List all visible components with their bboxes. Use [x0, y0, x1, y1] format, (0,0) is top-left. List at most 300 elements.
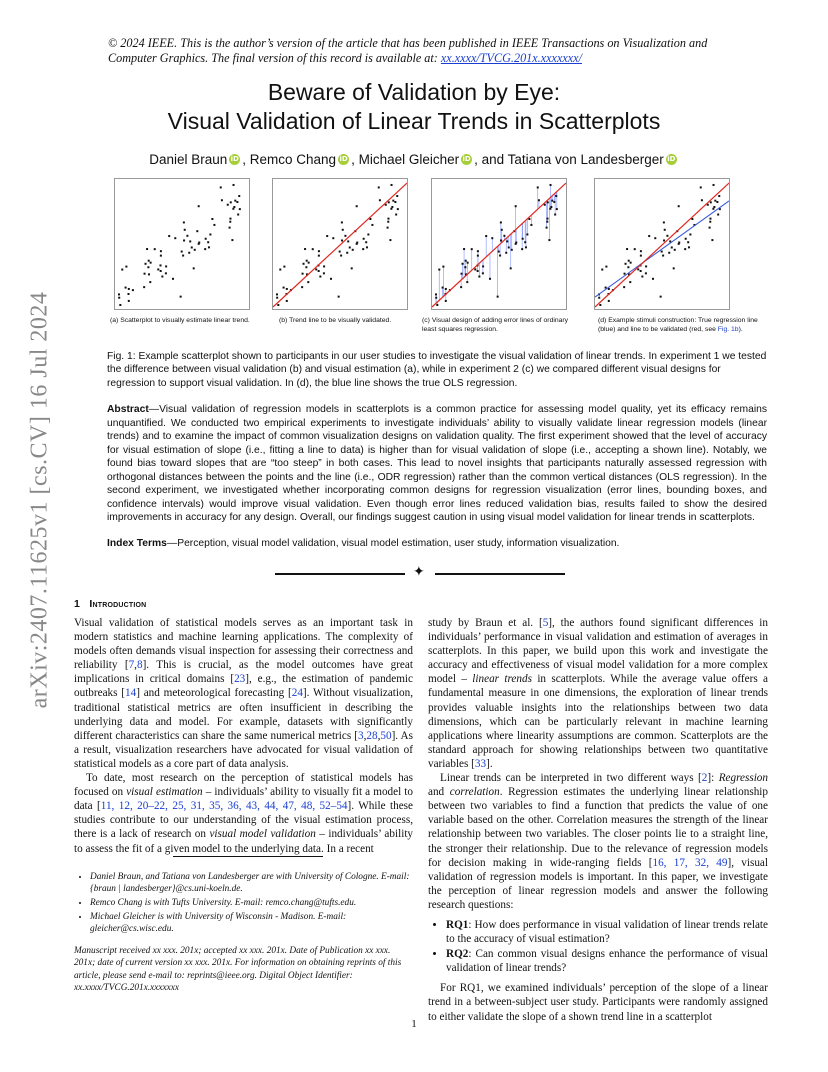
scatter-point — [388, 201, 390, 203]
scatter-point — [499, 255, 501, 257]
orcid-icon[interactable]: iD — [339, 154, 348, 163]
scatter-point — [700, 186, 702, 188]
caption-1d-end: ). — [738, 325, 743, 333]
text: . Regression estimates the underlying linear relationship between two variables to find a function that predicts the value of one variable based on the other. Correlation measures the strength of the linear relationship between two variables. The closer points lie to a straight line, the stronger their relationship. Due to the relevance of regression models for decision making in wide-ranging fields [ — [428, 786, 768, 869]
footnote-item: • Michael Gleicher is with University of Wisconsin - Madison. E-mail: gleicher@cs.wisc.edu. — [90, 911, 412, 935]
paragraph — [428, 771, 768, 912]
emphasis: visual estimation — [126, 786, 203, 799]
scatter-point — [233, 206, 235, 208]
figure-caption: Fig. 1: Example scatterplot shown to participants in our user studies to investigate the visual validation of linear trends. In experiment 1 we tested the difference between visual validation (b) and visual estimation (a), while in experiment 2 (c) we compared different visual designs for regression to support visual validation. In (d), the blue line shows the true OLS regression. — [107, 351, 767, 389]
scatter-point — [648, 235, 650, 237]
orcid-icon[interactable]: iD — [667, 154, 676, 163]
scatter-point — [189, 240, 191, 242]
scatter-point — [524, 241, 526, 243]
scatter-point — [180, 296, 182, 298]
scatter-point — [144, 273, 146, 275]
paper-title — [0, 78, 828, 136]
scatter-point — [663, 221, 665, 223]
text: in scatterplots. While the average value offers a fundamental measure in one dimensions, the exploration of linear trends provides valuable insights into the relationships between two data dimensions, which can be particularly relevant in machine learning applications where linearity assumptions are common. Scatterplots are the standard approach for showing relationships between two quantitative variables [ — [428, 673, 769, 770]
scatter-point — [338, 296, 340, 298]
scatter-point — [489, 278, 491, 280]
scatter-point — [128, 288, 130, 290]
scatter-point — [118, 293, 120, 295]
scatter-point — [442, 287, 444, 289]
scatter-point — [549, 208, 551, 210]
scatter-point — [220, 186, 222, 188]
scatter-point — [363, 238, 365, 240]
section-title: Introduction — [89, 598, 147, 610]
citation-link[interactable]: 28 — [366, 729, 378, 742]
citation-link[interactable]: 11, 12, 20–22, 25, 31, 35, 36, 43, 44, 47, 48, 52–54 — [100, 800, 348, 813]
footnote-item: • Daniel Braun, and Tatiana von Landesberger are with University of Cologne. E-mail: {braun | landesberger}@cs.uni-koeln.de. — [90, 871, 412, 895]
figure-1c-scatterplot — [431, 178, 567, 310]
scatter-point — [379, 199, 381, 201]
scatter-point — [207, 241, 209, 243]
scatter-point — [546, 221, 548, 223]
scatter-point — [128, 300, 130, 302]
scatter-point — [482, 265, 484, 267]
left-column — [74, 616, 413, 856]
scatter-point — [174, 237, 176, 239]
scatter-point — [464, 266, 466, 268]
scatter-point — [209, 233, 211, 235]
scatter-point — [709, 227, 711, 229]
scatter-point — [147, 266, 149, 268]
text: , — [363, 729, 367, 742]
scatter-point — [330, 278, 332, 280]
scatterplot-a — [115, 179, 249, 309]
text: ] and meteorological forecasting [ — [136, 687, 292, 700]
scatter-point — [661, 251, 663, 253]
scatter-point — [229, 227, 231, 229]
fig-1b-link[interactable]: Fig. 1b — [717, 325, 739, 333]
scatter-point — [239, 208, 241, 210]
scatter-point — [713, 206, 715, 208]
scatter-point — [302, 273, 304, 275]
author-1: Daniel Braun — [149, 152, 228, 167]
abstract-label: Abstract — [107, 404, 149, 415]
scatter-point — [641, 276, 643, 278]
scatter-point — [279, 269, 281, 271]
scatter-point — [477, 255, 479, 257]
scatter-point — [598, 297, 600, 299]
text: , — [134, 659, 137, 672]
scatter-point — [160, 255, 162, 257]
citation-link[interactable]: 7 — [128, 659, 135, 672]
author-3: Michael Gleicher — [358, 152, 460, 167]
scatter-point — [709, 218, 711, 220]
scatter-point — [626, 248, 628, 250]
scatter-point — [478, 276, 480, 278]
rq-label: RQ1 — [446, 918, 469, 931]
scatter-point — [371, 224, 373, 226]
scatter-point — [522, 238, 524, 240]
scatter-point — [640, 270, 642, 272]
scatter-point — [344, 235, 346, 237]
scatter-point — [150, 262, 152, 264]
scatter-point — [165, 272, 167, 274]
scatter-point — [601, 269, 603, 271]
paragraph — [428, 616, 768, 771]
orcid-icon[interactable]: iD — [462, 154, 471, 163]
scatter-point — [341, 221, 343, 223]
scatter-point — [511, 249, 513, 251]
scatter-point — [477, 250, 479, 252]
abstract — [107, 403, 767, 525]
scatter-point — [445, 300, 447, 302]
paragraph — [74, 771, 413, 856]
caption-1d-text: (d) Example stimuli construction: True regression line (blue) and line to be validated (red, see — [598, 317, 758, 333]
index-terms — [107, 537, 767, 551]
scatter-point — [463, 248, 465, 250]
citation-link[interactable]: 8 — [136, 659, 143, 672]
scatter-point — [237, 214, 239, 216]
text: ]. While these studies contribute to our understanding of the visual estimation process, there is a lack of research on — [74, 800, 413, 841]
scatter-point — [678, 205, 680, 207]
caption-1d — [598, 317, 766, 334]
scatter-point — [356, 243, 358, 245]
scatter-point — [160, 270, 162, 272]
title-line-1: Beware of Validation by Eye: — [267, 79, 561, 105]
true-regression-line — [595, 201, 729, 297]
scatter-point — [674, 249, 676, 251]
scatter-point — [146, 248, 148, 250]
scatter-point — [624, 273, 626, 275]
scatter-point — [395, 214, 397, 216]
scatter-point — [319, 276, 321, 278]
scatter-point — [352, 249, 354, 251]
scatter-point — [491, 237, 493, 239]
emphasis: linear trends — [472, 673, 532, 686]
scatter-point — [349, 246, 351, 248]
scatter-point — [181, 251, 183, 253]
scatter-point — [663, 239, 665, 241]
citation-link[interactable]: 50 — [380, 729, 392, 742]
text: , — [377, 729, 381, 742]
footnotes — [76, 871, 412, 937]
scatterplot-d — [595, 179, 729, 309]
scatter-point — [205, 238, 207, 240]
scatter-point — [127, 293, 129, 295]
scatter-point — [668, 252, 670, 254]
figure-1b-scatterplot — [272, 178, 408, 310]
scatter-point — [461, 273, 463, 275]
scatter-point — [716, 201, 718, 203]
scatter-point — [506, 240, 508, 242]
section-number: 1 — [74, 598, 81, 610]
scatter-point — [628, 260, 630, 262]
emphasis: visual model validation — [209, 828, 316, 841]
scatter-point — [318, 250, 320, 252]
footnote-item: • Remco Chang is with Tufts University. E-mail: remco.chang@tufts.edu. — [90, 897, 412, 909]
scatter-point — [553, 201, 555, 203]
scatter-point — [678, 243, 680, 245]
scatter-point — [438, 269, 440, 271]
text: – individuals’ ability to assess the fit of a given model to the underlying data. In a recent — [74, 828, 414, 855]
scatter-point — [687, 241, 689, 243]
scatter-point — [118, 297, 120, 299]
scatter-point — [229, 221, 231, 223]
doi-link[interactable]: xx.xxxx/TVCG.201x.xxxxxxx/ — [440, 51, 582, 65]
scatter-point — [191, 246, 193, 248]
page-number: 1 — [411, 1018, 417, 1030]
text: Linear trends can be interpreted in two different ways [ — [440, 772, 702, 785]
scatter-point — [482, 272, 484, 274]
scatter-point — [634, 248, 636, 250]
scatter-point — [501, 229, 503, 231]
author-list: Daniel Braun iD , Remco Chang iD , Michael Gleicher iD , and Tatiana von Landesberger iD — [149, 152, 676, 167]
scatter-point — [305, 266, 307, 268]
scatter-point — [445, 288, 447, 290]
scatter-point — [346, 252, 348, 254]
citation-link[interactable]: 2 — [701, 772, 708, 785]
scatter-point — [193, 267, 195, 269]
emphasis: Regression — [718, 772, 768, 785]
text: ], the authors found significant differences in individuals’ performance in visual validation and estimation of averages in scatterplots. In this paper, we build upon this work and investigate the accuracy and effectiveness of visual model validation for a more complex model – — [428, 617, 768, 686]
scatter-point — [630, 262, 632, 264]
scatter-point — [198, 243, 200, 245]
scatter-point — [236, 201, 238, 203]
scatter-point — [286, 300, 288, 302]
copyright-notice — [108, 36, 748, 66]
scatter-point — [510, 267, 512, 269]
scatter-point — [318, 255, 320, 257]
scatter-point — [442, 266, 444, 268]
scatter-point — [508, 246, 510, 248]
scatter-point — [304, 248, 306, 250]
citation-link[interactable]: 33 — [474, 757, 487, 770]
section-heading — [74, 598, 146, 610]
right-column — [428, 616, 768, 1024]
scatter-point — [391, 184, 393, 186]
scatter-point — [194, 249, 196, 251]
scatter-point — [204, 248, 206, 250]
scatter-point — [227, 204, 229, 206]
scatter-point — [196, 230, 198, 232]
trend-line — [273, 183, 407, 307]
scatter-point — [283, 287, 285, 289]
scatter-point — [306, 260, 308, 262]
rq-text: : Can common visual designs enhance the performance of visual validation of linear trends? — [446, 948, 768, 975]
scatter-point — [315, 268, 317, 270]
scatter-point — [500, 239, 502, 241]
title-line-2: Visual Validation of Linear Trends in Scatterplots — [167, 108, 661, 134]
scatter-point — [629, 281, 631, 283]
text: Visual validation of statistical models serves as an important task in modern statistics and machine learning applications. The complexity of models often demands visual inspection for assessing their correctness and reliability [ — [74, 617, 413, 672]
scatter-point — [497, 296, 499, 298]
scatter-point — [537, 186, 539, 188]
rq-item — [446, 918, 768, 946]
scatter-point — [396, 195, 398, 197]
scatter-point — [711, 239, 713, 241]
footnote-rule — [173, 856, 323, 857]
author-2: Remco Chang — [249, 152, 337, 167]
scatter-point — [365, 241, 367, 243]
scatter-point — [688, 246, 690, 248]
scatter-point — [157, 268, 159, 270]
scatter-point — [467, 262, 469, 264]
scatter-point — [505, 252, 507, 254]
caption-1c: (c) Visual design of adding error lines of ordinary least squares regression. — [422, 317, 569, 333]
orcid-icon[interactable]: iD — [230, 154, 239, 163]
scatter-point — [521, 248, 523, 250]
scatter-point — [515, 243, 517, 245]
scatter-point — [554, 214, 556, 216]
scatter-point — [701, 199, 703, 201]
scatter-point — [148, 260, 150, 262]
scatter-point — [286, 288, 288, 290]
scatter-point — [391, 206, 393, 208]
scatter-point — [623, 286, 625, 288]
citation-link[interactable]: 3 — [358, 729, 364, 742]
scatter-point — [477, 270, 479, 272]
scatter-point — [435, 297, 437, 299]
scatter-point — [182, 255, 184, 257]
citation-link[interactable]: 16, 17, 32, 49 — [652, 856, 728, 869]
scatter-point — [230, 201, 232, 203]
rq-label: RQ2 — [446, 948, 469, 961]
scatter-point — [318, 270, 320, 272]
scatter-point — [301, 286, 303, 288]
text: ]. This is crucial, as the model outcomes have great implications in critical domains [ — [74, 659, 413, 686]
caption-1a: (a) Scatterplot to visually estimate linear trend. — [110, 317, 250, 324]
scatter-point — [186, 235, 188, 237]
scatter-point — [608, 300, 610, 302]
scatter-point — [172, 278, 174, 280]
scatter-point — [238, 195, 240, 197]
scatter-point — [645, 272, 647, 274]
scatter-point — [500, 221, 502, 223]
scatter-point — [184, 229, 186, 231]
citation-link[interactable]: 24 — [291, 687, 303, 700]
scatter-point — [323, 272, 325, 274]
scatter-point — [119, 304, 121, 306]
scatter-point — [351, 267, 353, 269]
scatter-point — [234, 200, 236, 202]
scatter-point — [232, 208, 234, 210]
scatter-point — [471, 248, 473, 250]
scatter-point — [143, 286, 145, 288]
trend-line — [595, 183, 729, 307]
scatter-point — [154, 248, 156, 250]
scatter-point — [387, 218, 389, 220]
scatter-point — [546, 227, 548, 229]
figure-1d-scatterplot — [594, 178, 730, 310]
scatter-point — [503, 235, 505, 237]
scatter-point — [485, 235, 487, 237]
scatter-point — [645, 265, 647, 267]
scatter-point — [525, 246, 527, 248]
scatter-point — [303, 263, 305, 265]
text: ]: — [707, 772, 719, 785]
copyright-text: © 2024 IEEE. This is the author’s version of the article that has been published in IEEE Transactions on Visualization and Computer Graphics. The final version of this record is available at: — [108, 36, 708, 65]
paragraph — [74, 616, 413, 771]
scatter-point — [367, 233, 369, 235]
divider-star-icon: ✦ — [413, 565, 425, 580]
scatter-point — [366, 246, 368, 248]
scatter-point — [640, 250, 642, 252]
scatter-point — [662, 255, 664, 257]
rq-text: : How does performance in visual validation of linear trends relate to the accuracy of visual estimation? — [446, 918, 768, 946]
paragraph: For RQ1, we examined individuals’ perception of the slope of a linear trend in a between-subject user study. Participants were randomly assigned to either validate the slope of a shown trend line in a scatterplot — [428, 982, 768, 1023]
abstract-text: —Visual validation of regression models in scatterplots is a common practice for assessing model quality, yet its efficacy remains unquantified. We conducted two empirical experiments to investigate individuals’ ability to visually validate linear regression models (linear trends) and to examine the impact of common visualization designs on validation quality. The first experiment showed that the level of accuracy for visual estimation of slope (i.e., fitting a line to data) is higher than for visual validation of slope (i.e., accepting a shown line). Notably, we found bias toward slopes that are “too steep” in both cases. This lead to novel insights that participants naturally assessed regression with orthogonal distances between the points and the line (i.e., ODR regression) rather than the common vertical distances (OLS regression). In the second experiment, we investigated whether incorporating common designs for regression visualization (error lines, bounding boxes, and confidence intervals) would improve visual validation. Even though error lines reduced validation bias, results failed to show the desired improvements in accuracy for any design. Overall, our findings suggest caution in using visual model validation for linear trends in scatterplots. — [107, 404, 767, 523]
text: To date, most research on the perception of statistical models has focused on — [74, 772, 413, 799]
scatter-point — [526, 233, 528, 235]
scatter-point — [548, 239, 550, 241]
scatter-point — [145, 263, 147, 265]
scatter-point — [308, 262, 310, 264]
scatter-point — [160, 250, 162, 252]
scatter-point — [208, 246, 210, 248]
citation-link[interactable]: 5 — [542, 617, 549, 629]
scatter-point — [605, 266, 607, 268]
text: and — [428, 786, 450, 799]
scatter-point — [710, 201, 712, 203]
scatterplot-c — [432, 179, 566, 309]
scatter-point — [387, 227, 389, 229]
citation-link[interactable]: 14 — [125, 687, 137, 700]
scatter-point — [347, 240, 349, 242]
trend-line — [432, 183, 566, 307]
scatter-point — [556, 208, 558, 210]
scatter-point — [392, 200, 394, 202]
scatter-point — [229, 218, 231, 220]
scatter-point — [435, 293, 437, 295]
scatter-point — [339, 251, 341, 253]
scatter-point — [125, 266, 127, 268]
scatter-point — [717, 214, 719, 216]
scatter-point — [342, 229, 344, 231]
scatter-point — [362, 248, 364, 250]
scatter-point — [550, 184, 552, 186]
scatter-point — [213, 224, 215, 226]
scatter-point — [132, 289, 134, 291]
scatter-point — [515, 205, 517, 207]
scatter-point — [546, 218, 548, 220]
scatter-point — [436, 304, 438, 306]
scatter-point — [498, 251, 500, 253]
text: ]. As a result, visualization researchers have advocated for visual validation of statistical models as a core part of data analysis. — [74, 729, 413, 770]
scatter-point — [389, 239, 391, 241]
scatter-point — [460, 286, 462, 288]
scatter-point — [283, 266, 285, 268]
scatter-point — [462, 263, 464, 265]
scatter-point — [652, 278, 654, 280]
citation-link[interactable]: 23 — [234, 673, 246, 686]
scatter-point — [277, 304, 279, 306]
scatter-point — [340, 255, 342, 257]
scatter-point — [666, 235, 668, 237]
scatter-point — [326, 235, 328, 237]
scatter-point — [685, 238, 687, 240]
scatter-point — [599, 304, 601, 306]
scatter-point — [356, 205, 358, 207]
scatter-point — [465, 260, 467, 262]
emphasis: correlation — [449, 786, 500, 799]
scatter-point — [637, 268, 639, 270]
scatter-point — [198, 205, 200, 207]
scatter-point — [627, 266, 629, 268]
scatter-point — [671, 246, 673, 248]
scatter-point — [551, 200, 553, 202]
scatter-point — [276, 297, 278, 299]
scatter-point — [159, 264, 161, 266]
scatter-point — [233, 184, 235, 186]
rq-item — [446, 947, 768, 975]
scatterplot-b — [273, 179, 407, 309]
scatter-point — [714, 200, 716, 202]
figure-1a-scatterplot — [114, 178, 250, 310]
